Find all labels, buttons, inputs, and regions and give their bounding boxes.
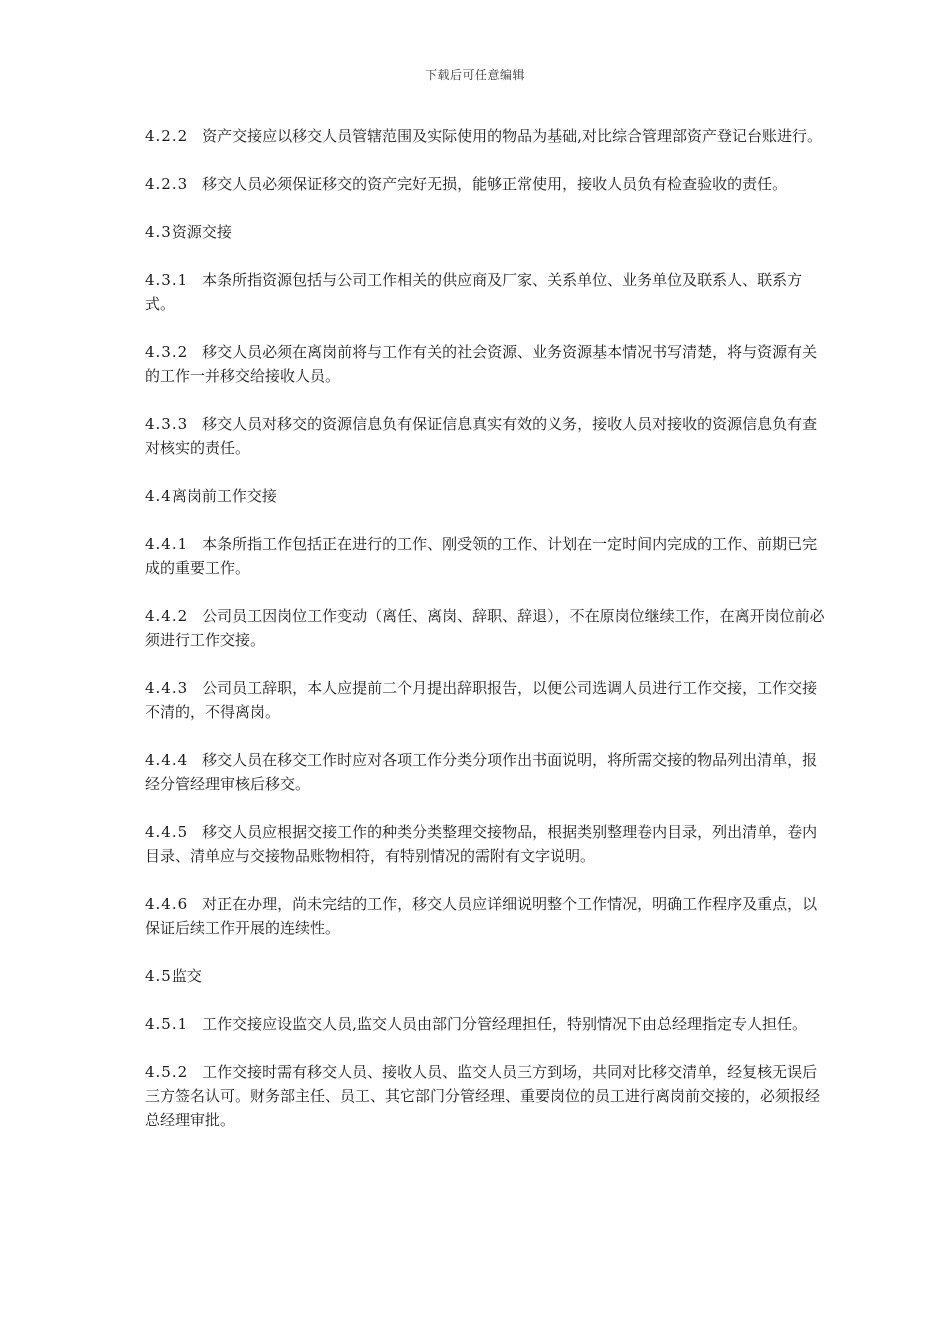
clause-number: 4.4.3 — [145, 679, 189, 697]
clause-text: 对正在办理，尚未完结的工作，移交人员应详细说明整个工作情况，明确工作程序及重点，以保证后续工作开展的连续性。 — [145, 895, 818, 937]
clause-text: 公司员工因岗位工作变动（离任、离岗、辞职、辞退），不在原岗位继续工作，在离开岗位前必须进行工作交接。 — [145, 607, 825, 649]
clause-4-2-3 — [145, 172, 825, 196]
page-header: 下载后可任意编辑 — [424, 68, 525, 82]
clause-4-4-4 — [145, 748, 825, 796]
clause-number: 4.5.1 — [145, 1015, 189, 1033]
section-heading-4-3 — [145, 220, 825, 244]
clause-number: 4.3.2 — [145, 343, 189, 361]
clause-number: 4.3.1 — [145, 271, 189, 289]
clause-text: 移交人员必须保证移交的资产完好无损，能够正常使用，接收人员负有检查验收的责任。 — [202, 175, 788, 193]
clause-text: 移交人员应根据交接工作的种类分类整理交接物品，根据类别整理卷内目录，列出清单，卷内目录、清单应与交接物品账物相符，有特别情况的需附有文字说明。 — [145, 823, 818, 865]
clause-4-5-2 — [145, 1060, 825, 1132]
clause-4-4-2 — [145, 604, 825, 652]
clause-text: 工作交接应设监交人员,监交人员由部门分管经理担任，特别情况下由总经理指定专人担任。 — [202, 1015, 807, 1033]
clause-number: 4.2.2 — [145, 127, 189, 145]
clause-4-3-2 — [145, 340, 825, 388]
clause-text: 本条所指工作包括正在进行的工作、刚受领的工作、计划在一定时间内完成的工作、前期已完成的重要工作。 — [145, 535, 818, 577]
section-title: 离岗前工作交接 — [171, 487, 277, 505]
clause-4-3-1 — [145, 268, 825, 316]
section-heading-4-5 — [145, 964, 825, 988]
clause-text: 移交人员在移交工作时应对各项工作分类分项作出书面说明，将所需交接的物品列出清单，报经分管经理审核后移交。 — [145, 751, 818, 793]
clause-4-4-1 — [145, 532, 825, 580]
clause-text: 移交人员对移交的资源信息负有保证信息真实有效的义务，接收人员对接收的资源信息负有查对核实的责任。 — [145, 415, 818, 457]
section-title: 监交 — [171, 967, 202, 985]
section-number: 4.4 — [145, 487, 172, 505]
clause-number: 4.4.6 — [145, 895, 189, 913]
clause-number: 4.5.2 — [145, 1063, 189, 1081]
clause-text: 资产交接应以移交人员管辖范围及实际使用的物品为基础,对比综合管理部资产登记台账进行。 — [202, 127, 822, 145]
clause-4-5-1 — [145, 1012, 825, 1036]
clause-text: 移交人员必须在离岗前将与工作有关的社会资源、业务资源基本情况书写清楚，将与资源有关的工作一并移交给接收人员。 — [145, 343, 818, 385]
clause-4-4-3 — [145, 676, 825, 724]
section-number: 4.5 — [145, 967, 172, 985]
section-number: 4.3 — [145, 223, 172, 241]
section-heading-4-4 — [145, 484, 825, 508]
clause-4-4-6 — [145, 892, 825, 940]
clause-number: 4.4.2 — [145, 607, 189, 625]
clause-4-2-2 — [145, 124, 825, 148]
clause-4-3-3 — [145, 412, 825, 460]
clause-number: 4.4.5 — [145, 823, 189, 841]
document-body — [145, 124, 825, 1156]
clause-number: 4.4.1 — [145, 535, 189, 553]
clause-text: 本条所指资源包括与公司工作相关的供应商及厂家、关系单位、业务单位及联系人、联系方式。 — [145, 271, 803, 313]
section-title: 资源交接 — [171, 223, 232, 241]
clause-number: 4.2.3 — [145, 175, 189, 193]
clause-number: 4.3.3 — [145, 415, 189, 433]
clause-number: 4.4.4 — [145, 751, 189, 769]
clause-4-4-5 — [145, 820, 825, 868]
clause-text: 工作交接时需有移交人员、接收人员、监交人员三方到场，共同对比移交清单，经复核无误后三方签名认可。财务部主任、员工、其它部门分管经理、重要岗位的员工进行离岗前交接的，必须报经总经理审批。 — [145, 1063, 821, 1129]
clause-text: 公司员工辞职，本人应提前二个月提出辞职报告，以便公司选调人员进行工作交接，工作交接不清的，不得离岗。 — [145, 679, 818, 721]
